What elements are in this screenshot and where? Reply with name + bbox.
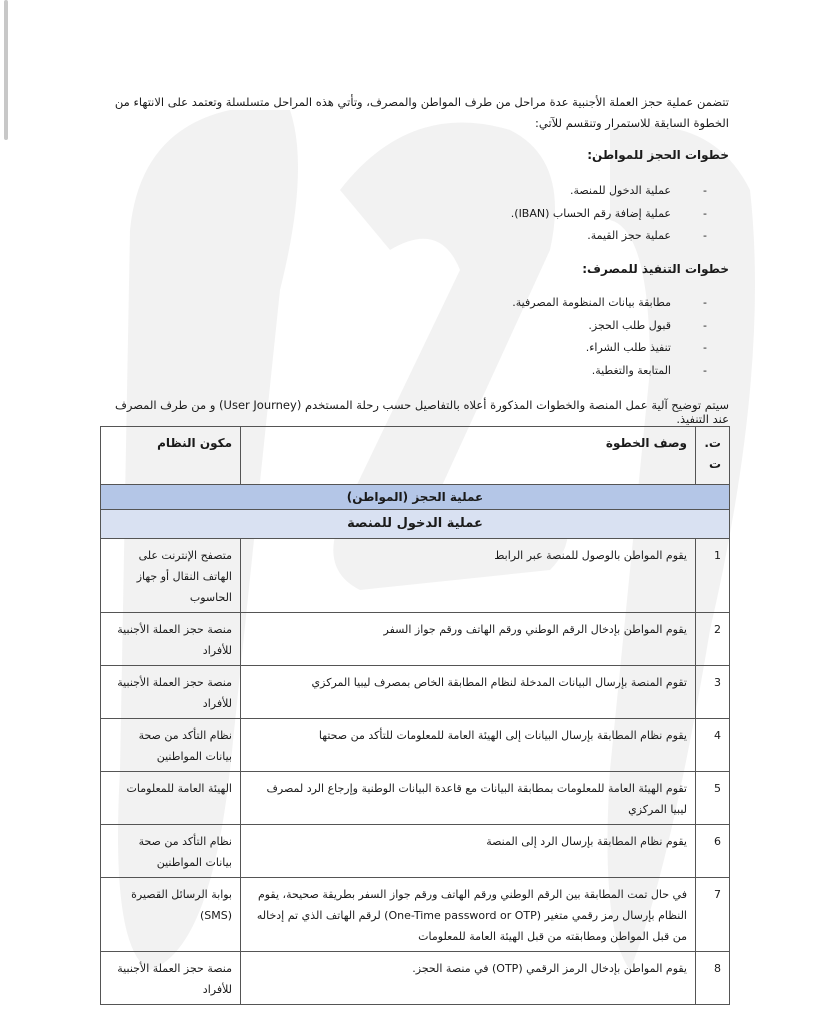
- cell-num: 8: [696, 952, 730, 1005]
- cell-sys: متصفح الإنترنت على الهاتف النقال أو جهاز الحاسوب: [101, 539, 241, 613]
- bullet-dash: -: [703, 363, 707, 377]
- cell-desc: يقوم المواطن بإدخال الرقم الوطني ورقم الهاتف ورقم جواز السفر: [241, 613, 696, 666]
- cell-sys: نظام التأكد من صحة بيانات المواطنين: [101, 825, 241, 878]
- list-item: - عملية الدخول للمنصة.: [511, 180, 707, 203]
- cell-num: 7: [696, 878, 730, 952]
- band-login-row: [101, 510, 730, 539]
- cell-desc: يقوم المواطن بالوصول للمنصة عبر الرابط: [241, 539, 696, 613]
- bank-steps-list: [512, 292, 707, 382]
- cell-sys: بوابة الرسائل القصيرة (SMS): [101, 878, 241, 952]
- bullet-dash: -: [703, 318, 707, 332]
- cell-sys: نظام التأكد من صحة بيانات المواطنين: [101, 719, 241, 772]
- table-row: [101, 539, 730, 613]
- bullet-dash: -: [703, 341, 707, 355]
- cell-desc: يقوم نظام المطابقة بإرسال البيانات إلى الهيئة العامة للمعلومات للتأكد من صحتها: [241, 719, 696, 772]
- cell-num: 5: [696, 772, 730, 825]
- citizen-steps-heading: خطوات الحجز للمواطن:: [587, 148, 729, 162]
- band-process-row: [101, 485, 730, 510]
- bank-steps-heading: خطوات التنفيذ للمصرف:: [582, 262, 729, 276]
- cell-num: 2: [696, 613, 730, 666]
- lead-paragraph: سيتم توضيح آلية عمل المنصة والخطوات المذكورة أعلاه بالتفاصيل حسب رحلة المستخدم (User Journey) و من طرف المصرف عند التنفيذ.: [114, 398, 729, 426]
- cell-desc: في حال تمت المطابقة بين الرقم الوطني ورقم الهاتف ورقم جواز السفر بطريقة صحيحة، يقوم النظام بإرسال رمز رقمي متغير (One-Time password or OTP) لرقم الهاتف الذي تم إدخاله من قبل المواطن ومطابقته من قبل الهيئة العامة للمعلومات: [241, 878, 696, 952]
- table-row: [101, 825, 730, 878]
- list-item: - قبول طلب الحجز.: [512, 315, 707, 338]
- cell-sys: منصة حجز العملة الأجنبية للأفراد: [101, 952, 241, 1005]
- bullet-dash: -: [703, 206, 707, 220]
- cell-desc: تقوم الهيئة العامة للمعلومات بمطابقة البيانات مع قاعدة البيانات الوطنية وإرجاع الرد لمصرف ليبيا المركزي: [241, 772, 696, 825]
- list-item: - تنفيذ طلب الشراء.: [512, 337, 707, 360]
- bullet-dash: -: [703, 296, 707, 310]
- band-process: عملية الحجز (المواطن): [101, 485, 730, 510]
- list-item: - عملية حجز القيمة.: [511, 225, 707, 248]
- table-header-row: [101, 427, 730, 485]
- table-row: [101, 952, 730, 1005]
- list-item: - المتابعة والتغطية.: [512, 360, 707, 383]
- steps-table: [100, 426, 730, 1005]
- citizen-steps-list: [511, 180, 707, 248]
- cell-num: 1: [696, 539, 730, 613]
- cell-sys: منصة حجز العملة الأجنبية للأفراد: [101, 666, 241, 719]
- intro-paragraph: تتضمن عملية حجز العملة الأجنبية عدة مراحل من طرف المواطن والمصرف، وتأتي هذه المراحل متسلسلة وتعتمد على الانتهاء من الخطوة السابقة للاستمرار وتنقسم للآتي:: [114, 95, 729, 130]
- list-item: - مطابقة بيانات المنظومة المصرفية.: [512, 292, 707, 315]
- table-row: [101, 613, 730, 666]
- header-sys: مكون النظام: [101, 427, 241, 485]
- table-row: [101, 878, 730, 952]
- header-desc: وصف الخطوة: [241, 427, 696, 485]
- cell-sys: منصة حجز العملة الأجنبية للأفراد: [101, 613, 241, 666]
- bullet-dash: -: [703, 184, 707, 198]
- cell-desc: يقوم نظام المطابقة بإرسال الرد إلى المنصة: [241, 825, 696, 878]
- table-row: [101, 666, 730, 719]
- cell-desc: يقوم المواطن بإدخال الرمز الرقمي (OTP) في منصة الحجز.: [241, 952, 696, 1005]
- cell-num: 3: [696, 666, 730, 719]
- list-item: - عملية إضافة رقم الحساب (IBAN).: [511, 203, 707, 226]
- table-row: [101, 772, 730, 825]
- cell-num: 6: [696, 825, 730, 878]
- table-row: [101, 719, 730, 772]
- header-num: ت. ت: [696, 427, 730, 485]
- cell-sys: الهيئة العامة للمعلومات: [101, 772, 241, 825]
- bullet-dash: -: [703, 229, 707, 243]
- cell-num: 4: [696, 719, 730, 772]
- band-login: عملية الدخول للمنصة: [101, 510, 730, 539]
- cell-desc: تقوم المنصة بإرسال البيانات المدخلة لنظام المطابقة الخاص بمصرف ليبيا المركزي: [241, 666, 696, 719]
